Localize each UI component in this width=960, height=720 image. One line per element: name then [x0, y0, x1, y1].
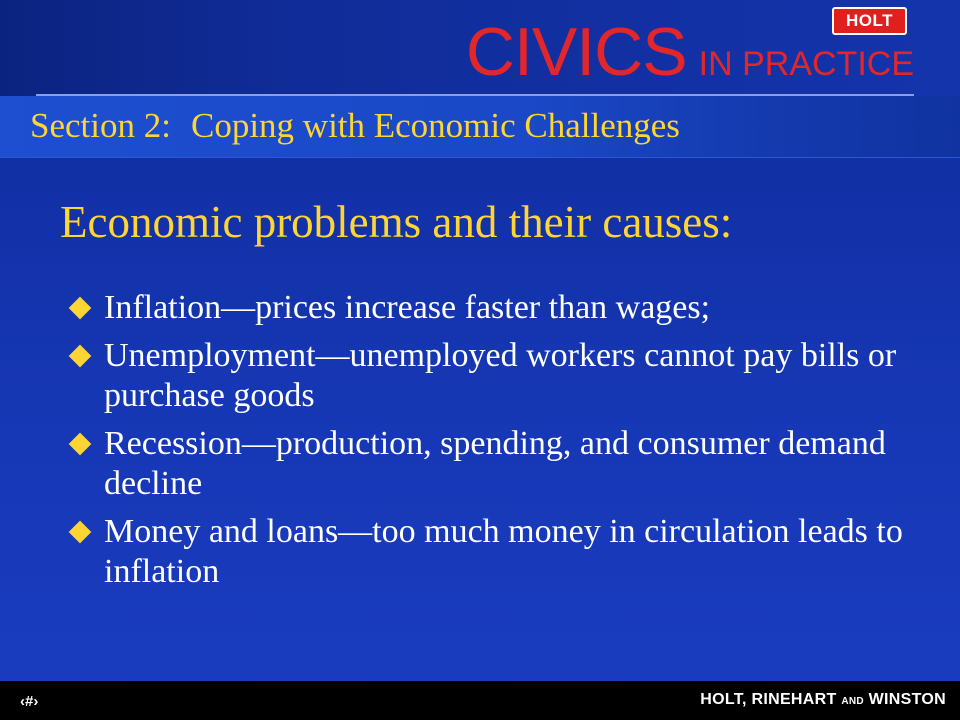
bullet-item — [66, 424, 916, 504]
section-title — [30, 106, 680, 146]
yellow-diamond-icon — [69, 297, 92, 320]
yellow-diamond-icon — [69, 521, 92, 544]
bullet-text: Recession—production, spending, and consumer demand decline — [104, 425, 886, 502]
publisher-and: AND — [841, 696, 864, 707]
slide-heading: Economic problems and their causes: — [60, 197, 733, 247]
bullet-item — [66, 336, 916, 416]
yellow-diamond-icon — [69, 345, 92, 368]
brand-sub: IN PRACTICE — [698, 45, 914, 83]
civics-in-practice-logo — [466, 12, 914, 92]
slide-number: ‹#› — [20, 693, 39, 710]
bullet-text: Money and loans—too much money in circulation leads to inflation — [104, 513, 903, 590]
yellow-diamond-icon — [69, 433, 92, 456]
bullet-text: Unemployment—unemployed workers cannot pay bills or purchase goods — [104, 337, 897, 414]
bullet-item — [66, 512, 916, 592]
section-label: Section 2: — [30, 106, 171, 145]
publisher-credit — [700, 691, 946, 709]
section-name: Coping with Economic Challenges — [190, 106, 680, 145]
holt-badge: HOLT — [832, 7, 907, 35]
bullet-item — [66, 288, 916, 328]
publisher-part1: HOLT, RINEHART — [700, 691, 842, 708]
brand-main: CIVICS — [465, 14, 687, 90]
bullet-text: Inflation—prices increase faster than wages; — [104, 289, 711, 326]
bullet-list — [66, 288, 916, 600]
publisher-part2: WINSTON — [863, 691, 946, 708]
